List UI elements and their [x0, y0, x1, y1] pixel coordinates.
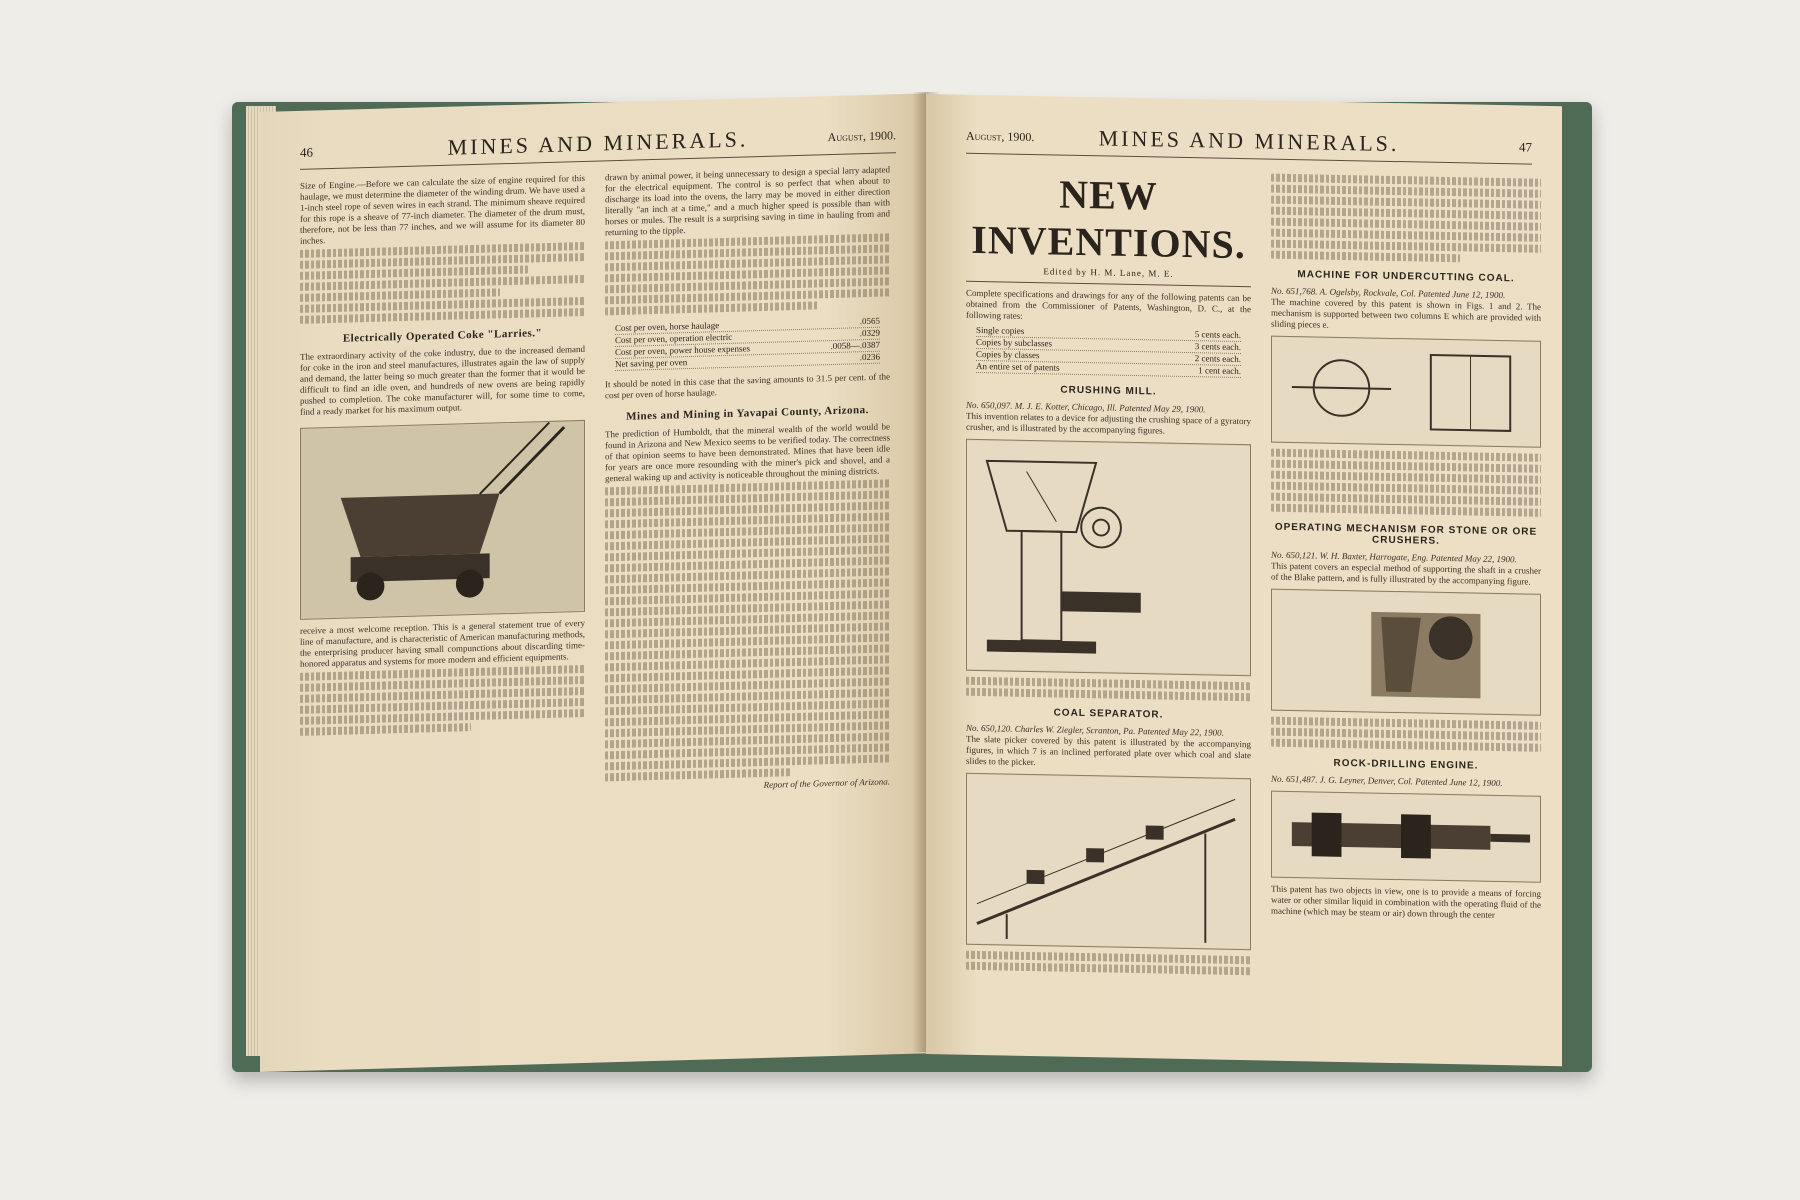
coke-larry-illustration: [301, 421, 584, 619]
running-title: MINES AND MINERALS.: [1098, 125, 1400, 157]
open-book: [232, 72, 1592, 1072]
left-page-header: [300, 122, 896, 170]
article-text: The extraordinary activity of the coke industry, due to the increased demand for coke in the iron and steel manufactures, illustrates again the law of supply and demand, the latter being so much greater than the former that it would be difficult to find an idle oven, and hundreds of new ovens are being rapidly pushed to completion. The coke manufacturer will, for some time to come, find a ready market for his maximum output.: [300, 343, 585, 417]
article-heading: Electrically Operated Coke "Larries.": [342, 327, 543, 345]
editor-line: Edited by H. M. Lane, M. E.: [1043, 266, 1174, 279]
patent-line: No. 650,097. M. J. E. Kotter, Chicago, Ill. Patented May 29, 1900.: [966, 399, 1206, 415]
patent-line: No. 651,487. J. G. Leyner, Denver, Col. Patented June 12, 1900.: [1271, 773, 1503, 789]
cost-table: [615, 316, 880, 371]
left-page: [260, 93, 926, 1072]
page-number: 46: [300, 144, 313, 160]
crusher-figure: [1271, 589, 1541, 716]
crusher-drawing: [1272, 590, 1540, 715]
patent-line: No. 650,120. Charles W. Ziegler, Scranton, Pa. Patented May 22, 1900.: [966, 722, 1224, 738]
undercutting-machine-drawing: [1272, 337, 1540, 447]
item-heading: CRUSHING MILL.: [1060, 384, 1157, 398]
rates-table: [976, 325, 1241, 378]
undercutting-machine-figure: [1271, 336, 1541, 448]
item-text: The machine covered by this patent is shown in Figs. 1 and 2. The mechanism is supported between two columns E which are provided with sliding pieces e.: [1271, 296, 1541, 330]
cost-row: Cost per oven, horse haulage .0565: [615, 315, 880, 334]
rock-drill-drawing: [1272, 792, 1540, 882]
section-title: NEW INVENTIONS.: [971, 171, 1246, 268]
right-column: [1271, 171, 1541, 1046]
article-continued: receive a most welcome reception. This is a general statement true of every line of manufacture, and is characteristic of American manufacturing methods, the enterprising producer having small compunctions about discarding time-honored apparatus and systems for more modern and efficient equipments.: [300, 617, 585, 669]
crushing-mill-figure: [966, 439, 1251, 676]
item-heading: MACHINE FOR UNDERCUTTING COAL.: [1297, 269, 1515, 285]
rate-row: An entire set of patents 1 cent each.: [976, 360, 1241, 377]
right-page: [926, 94, 1562, 1066]
left-column: [300, 173, 585, 1051]
intro-paragraph: Size of Engine.—Before we can calculate the size of engine required for this haulage, we must determine the diameter of the winding drum. We have used a 1-inch steel rope of seven wires in each strand. The minimum sheave required for this rope is a sheave of 77-inch diameter. The diameter of the drum must, therefore, not be less than 77 inches, and we will assume for its diameter 80 inches.: [300, 172, 585, 246]
rate-row: Copies by classes 2 cents each.: [976, 348, 1241, 365]
right-page-header: [966, 123, 1532, 165]
cost-row: Net saving per oven .0236: [615, 351, 880, 370]
crushing-mill-drawing: [967, 440, 1250, 675]
intro-paragraph: Complete specifications and drawings for any of the following patents can be obtained from the Commissioner of Patents, Washington, D. C., at the following rates:: [966, 287, 1251, 321]
cost-note: It should be noted in this case that the saving amounts to 31.5 per cent. of the cost per oven of horse haulage.: [605, 371, 890, 401]
article-heading: Mines and Mining in Yavapai County, Arizona.: [626, 403, 869, 423]
page-number: 47: [1519, 139, 1532, 155]
larry-continued-text: drawn by animal power, it being unnecessary to design a special larry adapted for the electrical equipment. The control is so perfect that when about to discharge its load into the ovens, the larry may be moved in either direction literally "an inch at a time," and a much higher speed is possible than with horses or mules. The result is a surprising saving in time in hauling from and returning to the tipple.: [605, 164, 890, 238]
rate-row: Single copies 5 cents each.: [976, 324, 1241, 341]
issue-date: August, 1900.: [966, 128, 1035, 145]
cost-row: Cost per oven, power house expenses .0058—.0387: [615, 339, 880, 358]
patent-line: No. 650,121. W. H. Baxter, Harrogate, Eng. Patented May 22, 1900.: [1271, 549, 1517, 565]
cost-row: Cost per oven, operation electric .0329: [615, 327, 880, 346]
article-text: The prediction of Humboldt, that the mineral wealth of the world would be found in Arizona and New Mexico seems to be verified today. The correctness of that opinion seems to have been demonstrated. Mines that have been idle for years are once more resounding with the miner's pick and shovel, and a general waking up and activity is noticeable throughout the mining districts.: [605, 421, 890, 484]
right-column: [605, 164, 890, 1042]
item-heading: ROCK-DRILLING ENGINE.: [1333, 757, 1479, 772]
item-text: This invention relates to a device for adjusting the crushing space of a gyratory crusher, and is illustrated by the accompanying figures.: [966, 410, 1251, 436]
coke-larry-photo: [300, 420, 585, 620]
patent-line: No. 651,768. A. Ogelsby, Rockvale, Col. Patented June 12, 1900.: [1271, 285, 1506, 301]
running-title: MINES AND MINERALS.: [447, 126, 749, 160]
item-heading: COAL SEPARATOR.: [1053, 707, 1164, 721]
coal-separator-figure: [966, 773, 1251, 950]
item-text: The slate picker covered by this patent is illustrated by the accompanying figures, in which 7 is an inclined perforated plate over which coal and slate slides to the picker.: [966, 733, 1251, 768]
left-column: [966, 165, 1251, 1040]
item-text: This patent has two objects in view, one is to provide a means of forcing water or other similar liquid in combination with the operating fluid of the machine (which may be steam or air) down through the center: [1271, 883, 1541, 920]
coal-separator-drawing: [967, 774, 1250, 949]
source-citation: Report of the Governor of Arizona.: [763, 776, 890, 790]
issue-date: August, 1900.: [827, 128, 896, 145]
item-text: This patent covers an especial method of supporting the shaft in a crusher of the Blake pattern, and is fully illustrated by the accompanying figure.: [1271, 560, 1541, 587]
rock-drill-figure: [1271, 791, 1541, 883]
rate-row: Copies by subclasses 3 cents each.: [976, 336, 1241, 353]
item-heading: OPERATING MECHANISM FOR STONE OR ORE CRUSHERS.: [1274, 521, 1538, 547]
